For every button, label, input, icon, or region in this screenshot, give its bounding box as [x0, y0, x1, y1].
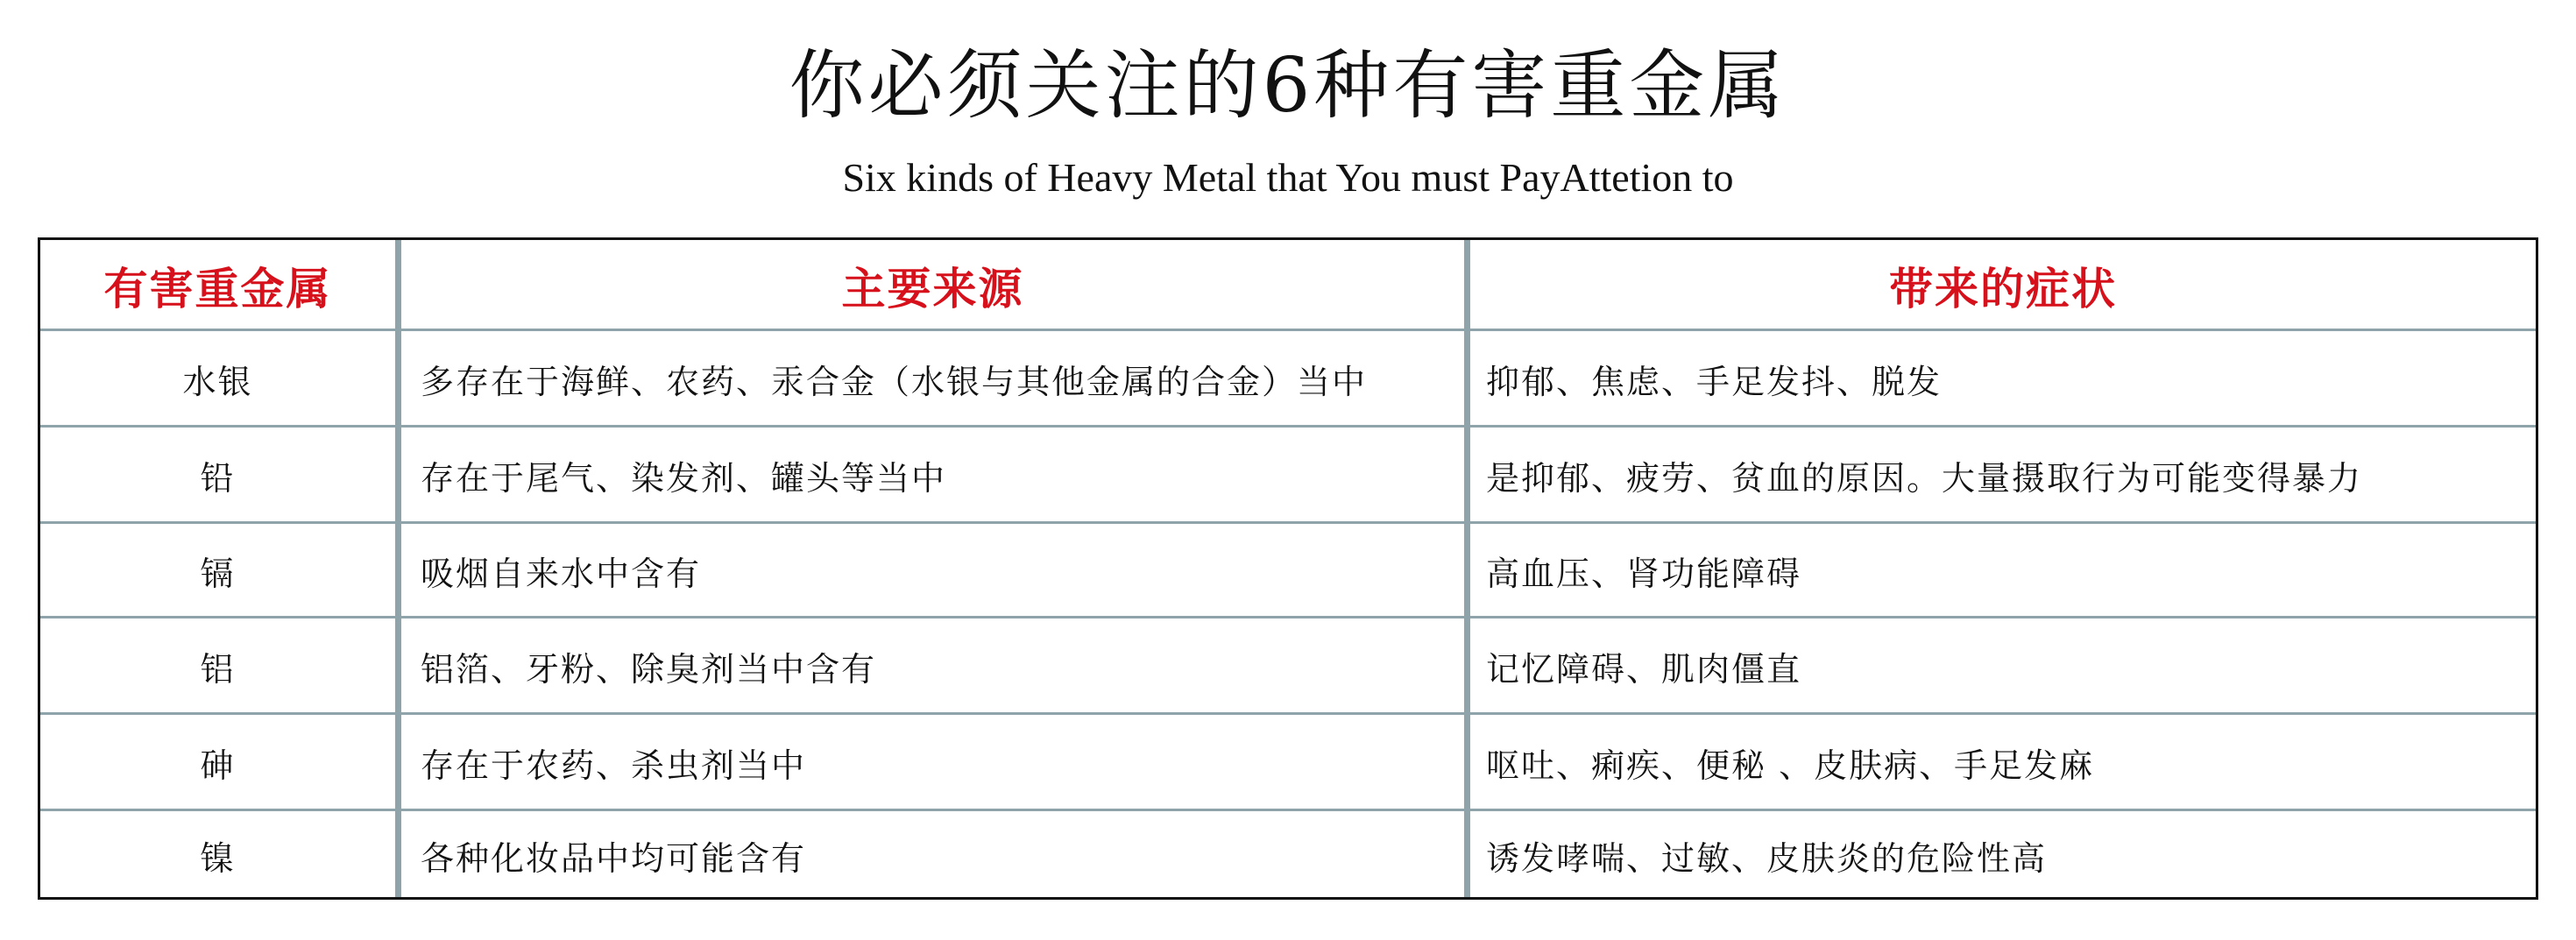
metal-symptoms: 抑郁、焦虑、手足发抖、脱发 — [1486, 362, 1943, 401]
metal-symptoms: 高血压、肾功能障碍 — [1486, 554, 1802, 593]
metal-source: 多存在于海鲜、农药、汞合金（水银与其他金属的合金）当中 — [421, 362, 1368, 401]
metal-name: 铝 — [200, 649, 236, 689]
table-row — [40, 330, 2536, 427]
column-divider — [395, 240, 401, 897]
metal-name: 水银 — [182, 362, 253, 401]
header-symptoms: 带来的症状 — [1889, 262, 2117, 315]
table-header-row — [40, 240, 2536, 330]
table-row — [40, 523, 2536, 618]
row-divider — [40, 809, 2536, 811]
table-row — [40, 810, 2536, 900]
page-subtitle: Six kinds of Heavy Metal that You must PayAttetion to — [842, 155, 1734, 200]
metal-source: 存在于尾气、染发剂、罐头等当中 — [421, 458, 947, 498]
metal-name: 铅 — [200, 458, 236, 498]
row-divider — [40, 425, 2536, 428]
metal-source: 存在于农药、杀虫剂当中 — [421, 746, 807, 785]
metal-name: 镍 — [200, 838, 236, 878]
metal-symptoms: 呕吐、痢疾、便秘 、皮肤病、手足发麻 — [1486, 746, 2095, 785]
metal-name: 砷 — [200, 746, 236, 785]
table-row — [40, 427, 2536, 523]
heavy-metal-table — [38, 237, 2538, 900]
row-divider — [40, 616, 2536, 618]
metal-source: 各种化妆品中均可能含有 — [421, 838, 807, 878]
table-row — [40, 618, 2536, 714]
header-source: 主要来源 — [841, 262, 1024, 315]
page-title: 你必须关注的6种有害重金属 — [789, 42, 1787, 130]
metal-source: 吸烟自来水中含有 — [421, 554, 702, 593]
metal-name: 镉 — [200, 554, 236, 593]
row-divider — [40, 329, 2536, 331]
metal-symptoms: 诱发哮喘、过敏、皮肤炎的危险性高 — [1486, 838, 2048, 878]
column-divider — [1464, 240, 1470, 897]
row-divider — [40, 521, 2536, 524]
header-metal: 有害重金属 — [103, 262, 332, 315]
metal-source: 铝箔、牙粉、除臭剂当中含有 — [421, 649, 877, 689]
metal-symptoms: 是抑郁、疲劳、贫血的原因。大量摄取行为可能变得暴力 — [1486, 458, 2363, 498]
table-row — [40, 714, 2536, 810]
metal-symptoms: 记忆障碍、肌肉僵直 — [1486, 649, 1802, 689]
row-divider — [40, 712, 2536, 715]
